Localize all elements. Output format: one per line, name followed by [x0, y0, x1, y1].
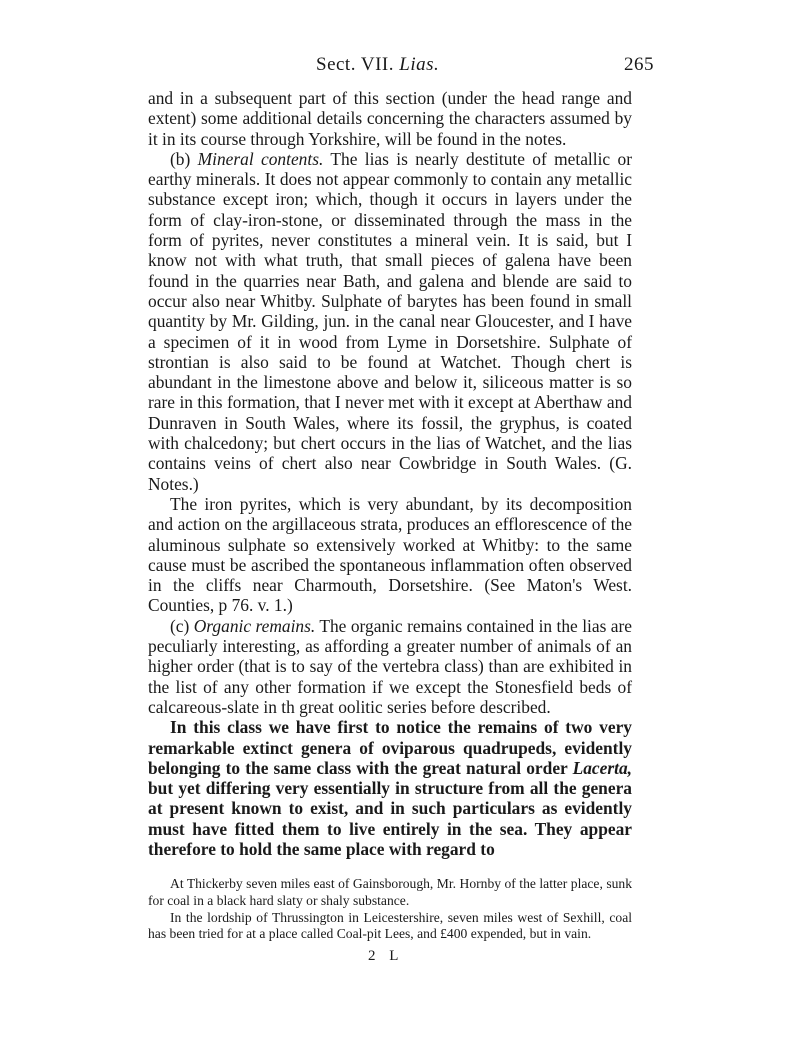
- paragraph-organic-remains: [148, 616, 632, 717]
- italic-term: Lacerta,: [572, 757, 632, 778]
- subsection-label: (b): [170, 148, 191, 169]
- footnotes: [148, 876, 632, 943]
- subsection-heading: Mineral contents.: [197, 148, 324, 169]
- paragraph-extinct-genera: [148, 717, 632, 859]
- running-title: [316, 54, 439, 76]
- paragraph-text: In this class we have first to notice the remains of two very remarkable extinct genera of oviparous quadrupeds, evidently belonging to the same class with the great natural order: [148, 717, 632, 778]
- paragraph-text: The lias is nearly destitute of metallic or earthy minerals. It does not appear commonly to contain any metallic substance except iron; which, though it occurs in layers under the form of clay-iron-stone, or disseminated through the mass in the form of pyrites, never constitutes a mineral vein. It is said, but I know not with what truth, that small pieces of galena have been found in the quarries near Bath, and galena and blende are said to occur also near Whitby. Sulphate of barytes has been found in small quantity by Mr. Gilding, jun. in the canal near Gloucester, and I have a specimen of it in wood from Lyme in Dorsetshire. Sulphate of strontian is also said to be found at Watchet. Though chert is abundant in the limestone above and below it, siliceous matter is so rare in this formation, that I never met with it except at Aberthaw and Dunraven in South Wales, where its fossil, the gryphus, is coated with chalcedony; but chert occurs in the lias of Watchet, and the lias contains veins of chert also near Cowbridge in South Wales. (G. Notes.): [148, 148, 632, 494]
- footnote: At Thickerby seven miles east of Gainsborough, Mr. Hornby of the latter place, sunk for coal in a black hard slaty or shaly substance.: [148, 876, 632, 908]
- paragraph-text: The organic remains contained in the lias are peculiarly interesting, as affording a greater number of animals of an higher order (that is to say of the vertebra class) than are exhibited in the list of any other formation if we except the Stonesfield beds of calcareous-slate in th great oolitic series before described.: [148, 615, 633, 717]
- subsection-label: (c): [170, 615, 190, 636]
- subsection-heading: Organic remains.: [193, 615, 316, 636]
- section-label: Sect. VII.: [316, 54, 394, 75]
- page-header: [148, 54, 654, 78]
- paragraph-iron-pyrites: The iron pyrites, which is very abundant, by its decomposition and action on the argillaceous strata, produces an efflorescence of the aluminous sulphate so extensively worked at Whitby: to the same cause must be ascribed the spontaneous inflammation often observed in the cliffs near Charmouth, Dorsetshire. (See Maton's West. Counties, p 76. v. 1.): [148, 493, 632, 616]
- paragraph-mineral-contents: [148, 149, 632, 494]
- main-text: [148, 88, 632, 859]
- footnote: In the lordship of Thrussington in Leicestershire, seven miles west of Sexhill, coal has been tried for at a place called Coal-pit Lees, and £400 expended, but in vain.: [148, 909, 632, 942]
- paragraph-continuation: and in a subsequent part of this section (under the head range and extent) some additional details concerning the characters assumed by it in its course through Yorkshire, will be found in the notes.: [148, 88, 632, 149]
- paragraph-text: but yet differing very essentially in structure from all the genera at present known to exist, and in such particulars as evidently must have fitted them to live entirely in the sea. They appear therefore to hold the same place with regard to: [148, 778, 632, 859]
- signature-mark: 2 L: [368, 948, 404, 964]
- section-topic: Lias.: [399, 54, 440, 75]
- page-number: 265: [624, 54, 654, 75]
